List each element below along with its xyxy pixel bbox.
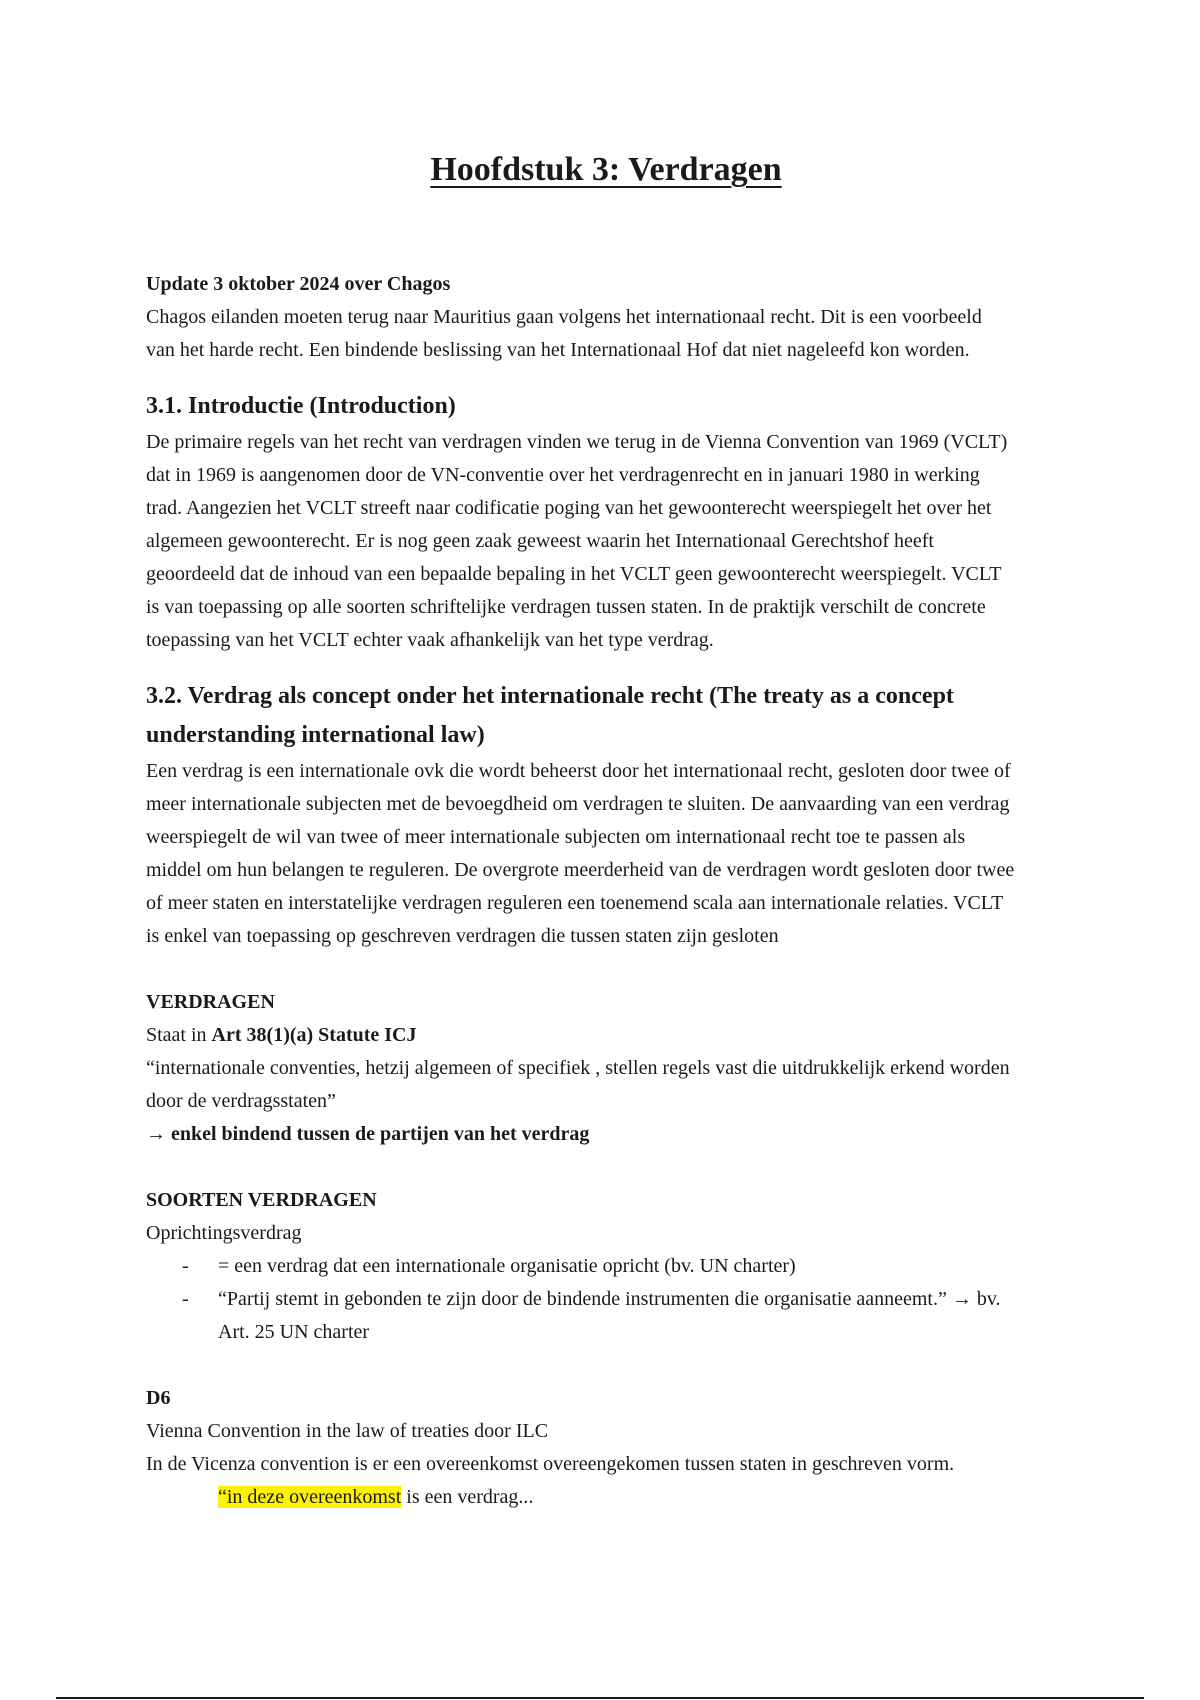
verdragen-block: [146, 986, 1066, 1151]
bottom-divider: [56, 1697, 1144, 1699]
section-heading: 3.1. Introductie (Introduction): [146, 393, 456, 419]
page-title: Hoofdstuk 3: Verdragen: [430, 151, 782, 188]
section-verdrag-concept: [146, 677, 1066, 953]
list-item: [146, 1283, 1066, 1349]
verdragen-source-prefix: Staat in: [146, 1024, 212, 1046]
section-heading: 3.2. Verdrag als concept onder het internationale recht (The treaty as a concept: [146, 683, 954, 709]
verdragen-heading: VERDRAGEN: [146, 991, 275, 1013]
verdragen-quote-line: door de verdragsstaten”: [146, 1090, 336, 1112]
list-item-text: “Partij stemt in gebonden te zijn door de bindende instrumenten die organisatie aanneemt.” → bv.: [218, 1288, 1001, 1310]
dash-bullet: -: [182, 1288, 189, 1310]
update-block: [146, 268, 1066, 367]
soorten-list: [146, 1250, 1066, 1349]
section-text-line: dat in 1969 is aangenomen door de VN-conventie over het verdragenrecht en in januari 1980 in werking: [146, 464, 980, 486]
d6-line: Vienna Convention in the law of treaties door ILC: [146, 1420, 549, 1442]
list-item-text: = een verdrag dat een internationale organisatie opricht (bv. UN charter): [218, 1255, 796, 1277]
soorten-subheading: Oprichtingsverdrag: [146, 1222, 302, 1244]
section-introductie: [146, 387, 1066, 657]
verdragen-quote-line: “internationale conventies, hetzij algemeen of specifiek , stellen regels vast die uitdrukkelijk erkend worden: [146, 1057, 1010, 1079]
section-text-line: trad. Aangezien het VCLT streeft naar codificatie poging van het gewoonterecht weerspiegelt het over het: [146, 497, 992, 519]
verdragen-arrow-note: → enkel bindend tussen de partijen van het verdrag: [146, 1123, 590, 1145]
section-text-line: De primaire regels van het recht van verdragen vinden we terug in de Vienna Convention van 1969 (VCLT): [146, 431, 1008, 453]
section-heading: understanding international law): [146, 722, 485, 748]
section-text-line: toepassing van het VCLT echter vaak afhankelijk van het type verdrag.: [146, 629, 714, 651]
section-text-line: is van toepassing op alle soorten schriftelijke verdragen tussen staten. In de praktijk verschilt de concrete: [146, 596, 986, 618]
section-text-line: weerspiegelt de wil van twee of meer internationale subjecten om internationaal recht toe te passen als: [146, 826, 966, 848]
section-text-line: Een verdrag is een internationale ovk die wordt beheerst door het internationaal recht, gesloten door twee of: [146, 760, 1011, 782]
list-item: [146, 1250, 1066, 1283]
soorten-block: [146, 1184, 1066, 1349]
section-text-line: algemeen gewoonterecht. Er is nog geen zaak geweest waarin het Internationaal Gerechtshof heeft: [146, 530, 934, 552]
section-text-line: middel om hun belangen te reguleren. De overgrote meerderheid van de verdragen wordt gesloten door twee: [146, 859, 1015, 881]
d6-block: [146, 1382, 1066, 1514]
list-item-text: Art. 25 UN charter: [218, 1321, 370, 1343]
update-text-line: Chagos eilanden moeten terug naar Mauritius gaan volgens het internationaal recht. Dit is een voorbeeld: [146, 306, 982, 328]
section-text-line: is enkel van toepassing op geschreven verdragen die tussen staten zijn gesloten: [146, 925, 779, 947]
verdragen-source-article: Art 38(1)(a) Statute ICJ: [211, 1024, 417, 1046]
section-text-line: geoordeeld dat de inhoud van een bepaalde bepaling in het VCLT geen gewoonterecht weerspiegelt. VCLT: [146, 563, 1002, 585]
highlighted-text: “in deze overeenkomst: [218, 1486, 402, 1508]
update-heading: Update 3 oktober 2024 over Chagos: [146, 273, 451, 295]
section-text-line: meer internationale subjecten met de bevoegdheid om verdragen te sluiten. De aanvaarding van een verdrag: [146, 793, 1010, 815]
document-page: [146, 140, 1066, 1514]
dash-bullet: -: [182, 1255, 189, 1277]
d6-heading: D6: [146, 1387, 171, 1409]
quote-rest-text: is een verdrag...: [401, 1486, 534, 1508]
verdragen-source: [146, 1019, 1066, 1052]
d6-line: In de Vicenza convention is er een overeenkomst overeengekomen tussen staten in geschreven vorm.: [146, 1453, 955, 1475]
section-text-line: of meer staten en interstatelijke verdragen reguleren een toenemend scala aan internationale relaties. VCLT: [146, 892, 1004, 914]
update-text-line: van het harde recht. Een bindende beslissing van het Internationaal Hof dat niet nageleefd kon worden.: [146, 339, 970, 361]
d6-quote: [146, 1481, 1066, 1514]
soorten-heading: SOORTEN VERDRAGEN: [146, 1189, 377, 1211]
